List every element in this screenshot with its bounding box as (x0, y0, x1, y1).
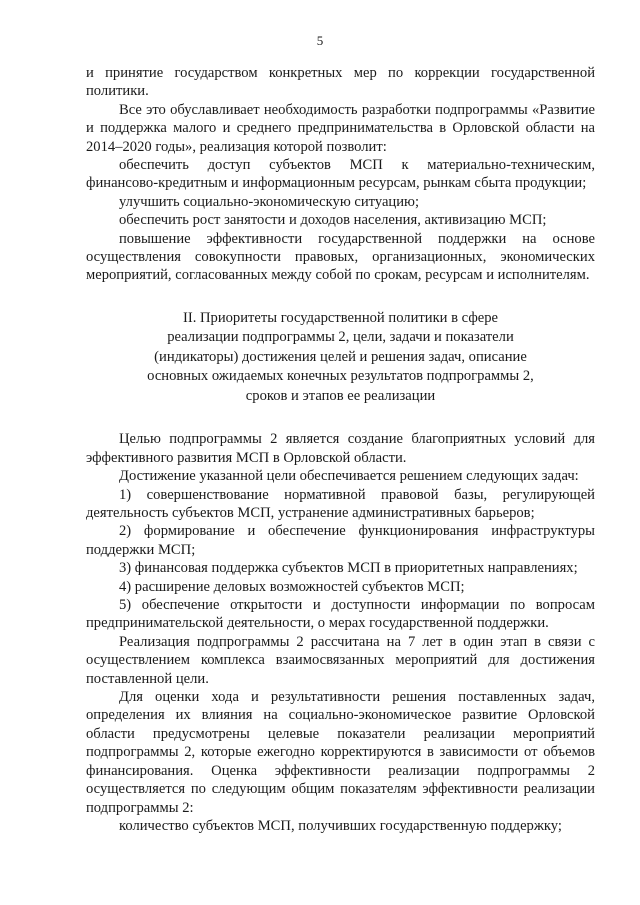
paragraph: Достижение указанной цели обеспечивается решением следующих задач: (119, 468, 579, 485)
list-item: обеспечить доступ субъектов МСП к материально-техническим, финансово-кредитным и информационным ресурсам, рынкам сбыта продукции; (86, 157, 595, 192)
task-item: 3) финансовая поддержка субъектов МСП в приоритетных направлениях; (119, 560, 578, 577)
list-item: обеспечить рост занятости и доходов населения, активизацию МСП; (119, 212, 547, 229)
heading-line: (индикаторы) достижения целей и решения задач, описание (154, 348, 527, 365)
paragraph: Для оценки хода и результативности решения поставленных задач, определения их влияния на социально-экономическое развитие Орловской области предусмотрены целевые показатели реализации мероприятий подпрограммы 2, которые ежегодно корректируются в зависимости от объемов финансирования. Оценка эффективности реализации подпрограммы 2 осуществляется по следующим общим показателям эффективности реализации подпрограммы 2: (86, 689, 595, 816)
task-item: 4) расширение деловых возможностей субъектов МСП; (119, 578, 465, 595)
list-item: улучшить социально-экономическую ситуацию; (119, 193, 420, 210)
list-item: повышение эффективности государственной поддержки на основе осуществления совокупности правовых, организационных, экономических мероприятий, согласованных между собой по срокам, ресурсам и исполнителям. (86, 230, 595, 284)
heading-line: II. Приоритеты государственной политики в сфере (182, 309, 499, 326)
list-item: количество субъектов МСП, получивших государственную поддержку; (119, 817, 562, 834)
paragraph: Все это обуславливает необходимость разработки подпрограммы «Развитие и поддержка малого и среднего предпринимательства в Орловской области на 2014–2020 годы», реализация которой позволит: (86, 101, 595, 155)
task-item: 2) формирование и обеспечение функционирования инфраструктуры поддержки МСП; (86, 523, 595, 558)
task-item: 5) обеспечение открытости и доступности информации по вопросам предпринимательской деятельности, о мерах государственной поддержки. (86, 597, 595, 632)
heading-line: основных ожидаемых конечных результатов подпрограммы 2, (147, 368, 534, 385)
intro-section (86, 64, 595, 285)
page-number: 5 (316, 33, 324, 48)
heading-line: сроков и этапов ее реализации (245, 387, 436, 404)
heading-line: реализации подпрограммы 2, цели, задачи и показатели (167, 329, 514, 346)
document-body (86, 64, 595, 835)
section-heading (86, 309, 595, 407)
paragraph: Реализация подпрограммы 2 рассчитана на 7 лет в один этап в связи с осуществлением комплекса взаимосвязанных мероприятий для достижения поставленной цели. (86, 633, 595, 687)
task-item: 1) совершенствование нормативной правовой базы, регулирующей деятельность субъектов МСП, устранение административных барьеров; (86, 486, 595, 521)
goals-section (86, 430, 595, 835)
paragraph: Целью подпрограммы 2 является создание благоприятных условий для эффективного развития МСП в Орловской области. (86, 431, 595, 466)
paragraph: и принятие государством конкретных мер по коррекции государственной политики. (86, 65, 595, 100)
